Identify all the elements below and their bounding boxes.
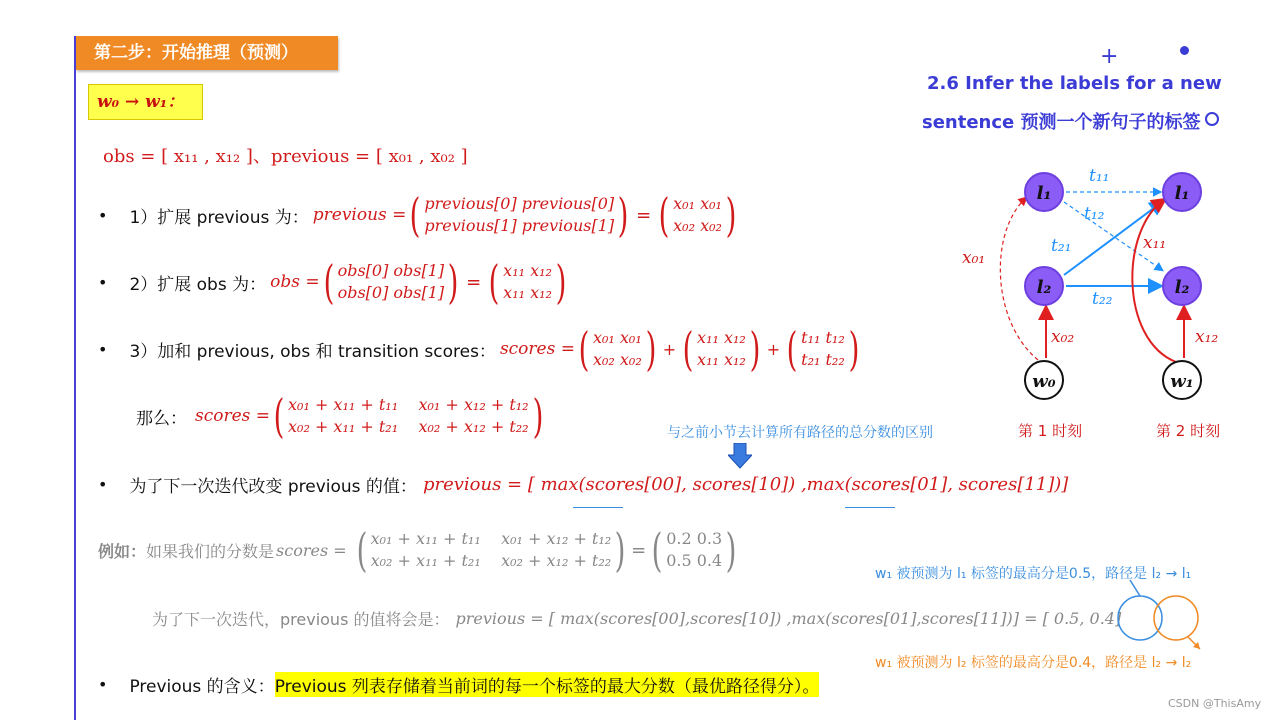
item-3 xyxy=(98,324,863,374)
w1-l2-note: w₁ 被预测为 l₂ 标签的最高分是0.4，路径是 l₂ → l₂ xyxy=(875,655,1192,671)
then-line xyxy=(136,391,547,441)
equals-sign: = xyxy=(466,271,482,293)
example-label: 例如： xyxy=(98,541,147,561)
matrix-row: x₀₂ x₀₂ xyxy=(673,216,722,235)
watermark: CSDN @ThisAmy xyxy=(1168,697,1262,710)
diagram-plus: + xyxy=(1100,44,1119,69)
edge-label-t12: t₁₂ xyxy=(1084,204,1105,224)
item-3-label: 3）加和 previous, obs 和 transition scores： xyxy=(129,341,496,362)
item-4-label: 为了下一次迭代改变 previous 的值： xyxy=(129,476,417,497)
edge-label-t21: t₂₁ xyxy=(1051,236,1072,256)
matrix-row: x₀₁ + x₁₁ + t₁₁ x₀₁ + x₁₂ + t₁₂ xyxy=(370,529,612,548)
matrix-row: x₀₂ x₀₂ xyxy=(592,350,642,369)
matrix-row: x₁₁ x₁₂ xyxy=(503,261,552,280)
section-header: 第二步：开始推理（预测） xyxy=(76,36,338,70)
matrix-row: x₀₁ + x₁₁ + t₁₁ x₀₁ + x₁₂ + t₁₂ xyxy=(288,395,529,414)
item-3-matrix-1: ( x₀₁ x₀₁ x₀₂ x₀₂ ) xyxy=(578,322,657,376)
matrix-row: 0.2 0.3 xyxy=(666,529,723,548)
item-1-matrix-1: ( previous[0] previous[0] previous[1] previous[1] ) xyxy=(410,188,629,242)
matrix-row: previous[0] previous[0] xyxy=(424,194,615,213)
equals-sign: = xyxy=(636,204,652,226)
bullet-icon: • xyxy=(98,272,108,292)
edge-label-x02: x₀₂ xyxy=(1051,327,1075,347)
edge-label-x12: x₁₂ xyxy=(1195,327,1219,347)
item-3-matrix-3: ( t₁₁ t₁₂ t₂₁ t₂₂ ) xyxy=(786,322,860,376)
next-text: 为了下一次迭代，previous 的值将会是： xyxy=(152,609,450,629)
edge-label-t11: t₁₁ xyxy=(1089,166,1110,186)
node-l1-right: l₁ xyxy=(1162,172,1202,212)
item-2 xyxy=(98,257,570,307)
matrix-row: x₀₁ x₀₁ xyxy=(673,194,722,213)
node-l1-left: l₁ xyxy=(1024,172,1064,212)
then-label: 那么： xyxy=(136,408,187,429)
matrix-row: x₀₂ + x₁₁ + t₂₁ x₀₂ + x₁₂ + t₂₂ xyxy=(288,417,529,436)
edge-label-x01: x₀₁ xyxy=(962,248,986,268)
item-1-label: 1）扩展 previous 为： xyxy=(129,207,309,228)
example-text: 如果我们的分数是 xyxy=(146,541,275,561)
node-w0: w₀ xyxy=(1024,360,1064,400)
matrix-row: x₁₁ x₁₂ xyxy=(503,283,552,302)
item-4 xyxy=(98,470,1068,498)
matrix-row: x₀₂ + x₁₁ + t₂₁ x₀₂ + x₁₂ + t₂₂ xyxy=(370,551,612,570)
difference-note: 与之前小节去计算所有路径的总分数的区别 xyxy=(667,425,933,441)
next-iteration-line xyxy=(152,605,1121,631)
w1-l1-note: w₁ 被预测为 l₁ 标签的最高分是0.5，路径是 l₂ → l₁ xyxy=(875,566,1192,582)
step-box: w₀ → w₁： xyxy=(88,84,203,120)
highlight-annotations xyxy=(1100,575,1250,655)
left-accent-line xyxy=(74,36,76,720)
matrix-row: t₂₁ t₂₂ xyxy=(801,350,845,369)
node-w1: w₁ xyxy=(1162,360,1202,400)
example-matrix-1: ( x₀₁ + x₁₁ + t₁₁ x₀₁ + x₁₂ + t₁₂ x₀₂ + x₁₁ + t₂₁ x₀₂ + x₁₂ + t₂₂ ) xyxy=(356,523,626,577)
matrix-row: x₀₁ x₀₁ xyxy=(592,328,642,347)
bullet-icon: • xyxy=(98,474,108,494)
plus-sign: + xyxy=(662,339,677,359)
obs-line: obs = [ x₁₁ , x₁₂ ]、previous = [ x₀₁ , x₀₂ ] xyxy=(103,146,468,167)
bullet-icon: • xyxy=(98,339,108,359)
plus-sign: + xyxy=(766,339,781,359)
diagram-title-2: sentence 预测一个新句子的标签 xyxy=(922,112,1201,133)
matrix-row: x₁₁ x₁₂ xyxy=(697,328,746,347)
then-lhs: scores = xyxy=(195,406,271,426)
time-label-1: 第 1 时刻 xyxy=(1018,422,1083,440)
item-2-matrix-1: ( obs[0] obs[1] obs[0] obs[1] ) xyxy=(323,255,459,309)
item-2-lhs: obs = xyxy=(270,272,320,292)
circle-icon xyxy=(1205,112,1219,126)
matrix-row: previous[1] previous[1] xyxy=(424,216,615,235)
edge-label-x11: x₁₁ xyxy=(1143,233,1167,253)
node-l2-left: l₂ xyxy=(1024,266,1064,306)
then-matrix: ( x₀₁ + x₁₁ + t₁₁ x₀₁ + x₁₂ + t₁₂ x₀₂ + x₁₁ + t₂₁ x₀₂ + x₁₂ + t₂₂ ) xyxy=(273,389,543,443)
meaning-label: Previous 的含义： xyxy=(129,676,275,697)
time-label-2: 第 2 时刻 xyxy=(1156,422,1221,440)
item-3-matrix-2: ( x₁₁ x₁₂ x₁₁ x₁₂ ) xyxy=(682,322,761,376)
item-2-matrix-2: ( x₁₁ x₁₂ x₁₁ x₁₂ ) xyxy=(488,255,567,309)
next-expr: previous = [ max(scores[00],scores[10]) ,max(scores[01],scores[11])] = [ 0.5, 0.4] xyxy=(455,608,1122,628)
example-lhs: scores = xyxy=(276,540,347,560)
bullet-icon: • xyxy=(98,674,108,694)
matrix-row: obs[0] obs[1] xyxy=(337,261,445,280)
arrow-blue xyxy=(1130,580,1140,596)
item-2-label: 2）扩展 obs 为： xyxy=(129,274,267,295)
equals-sign: = xyxy=(631,539,647,561)
item-1-matrix-2: ( x₀₁ x₀₁ x₀₂ x₀₂ ) xyxy=(658,188,737,242)
item-4-expr: previous = [ max(scores[00], scores[10]) ,max(scores[01], scores[11])] xyxy=(422,473,1069,495)
meaning-line xyxy=(98,670,819,698)
edge-label-t22: t₂₂ xyxy=(1092,289,1113,309)
matrix-row: t₁₁ t₁₂ xyxy=(801,328,845,347)
diagram-dot xyxy=(1180,46,1189,55)
bullet-icon: • xyxy=(98,205,108,225)
circle-mark-05 xyxy=(1118,596,1162,640)
matrix-row: obs[0] obs[1] xyxy=(337,283,445,302)
item-1 xyxy=(98,190,740,240)
meaning-highlight: Previous 列表存储着当前词的每一个标签的最大分数（最优路径得分）。 xyxy=(275,672,820,697)
circle-mark-04 xyxy=(1154,596,1198,640)
example-line xyxy=(98,524,740,576)
diagram-title-1: 2.6 Infer the labels for a new xyxy=(927,73,1222,94)
matrix-row: x₁₁ x₁₂ xyxy=(697,350,746,369)
matrix-row: 0.5 0.4 xyxy=(666,551,723,570)
node-l2-right: l₂ xyxy=(1162,266,1202,306)
item-1-lhs: previous = xyxy=(312,205,407,225)
item-3-lhs: scores = xyxy=(499,339,575,359)
underline-mark xyxy=(845,507,895,508)
underline-mark xyxy=(573,507,623,508)
example-matrix-2: ( 0.2 0.3 0.5 0.4 ) xyxy=(651,523,737,577)
down-arrow-icon xyxy=(728,443,752,469)
